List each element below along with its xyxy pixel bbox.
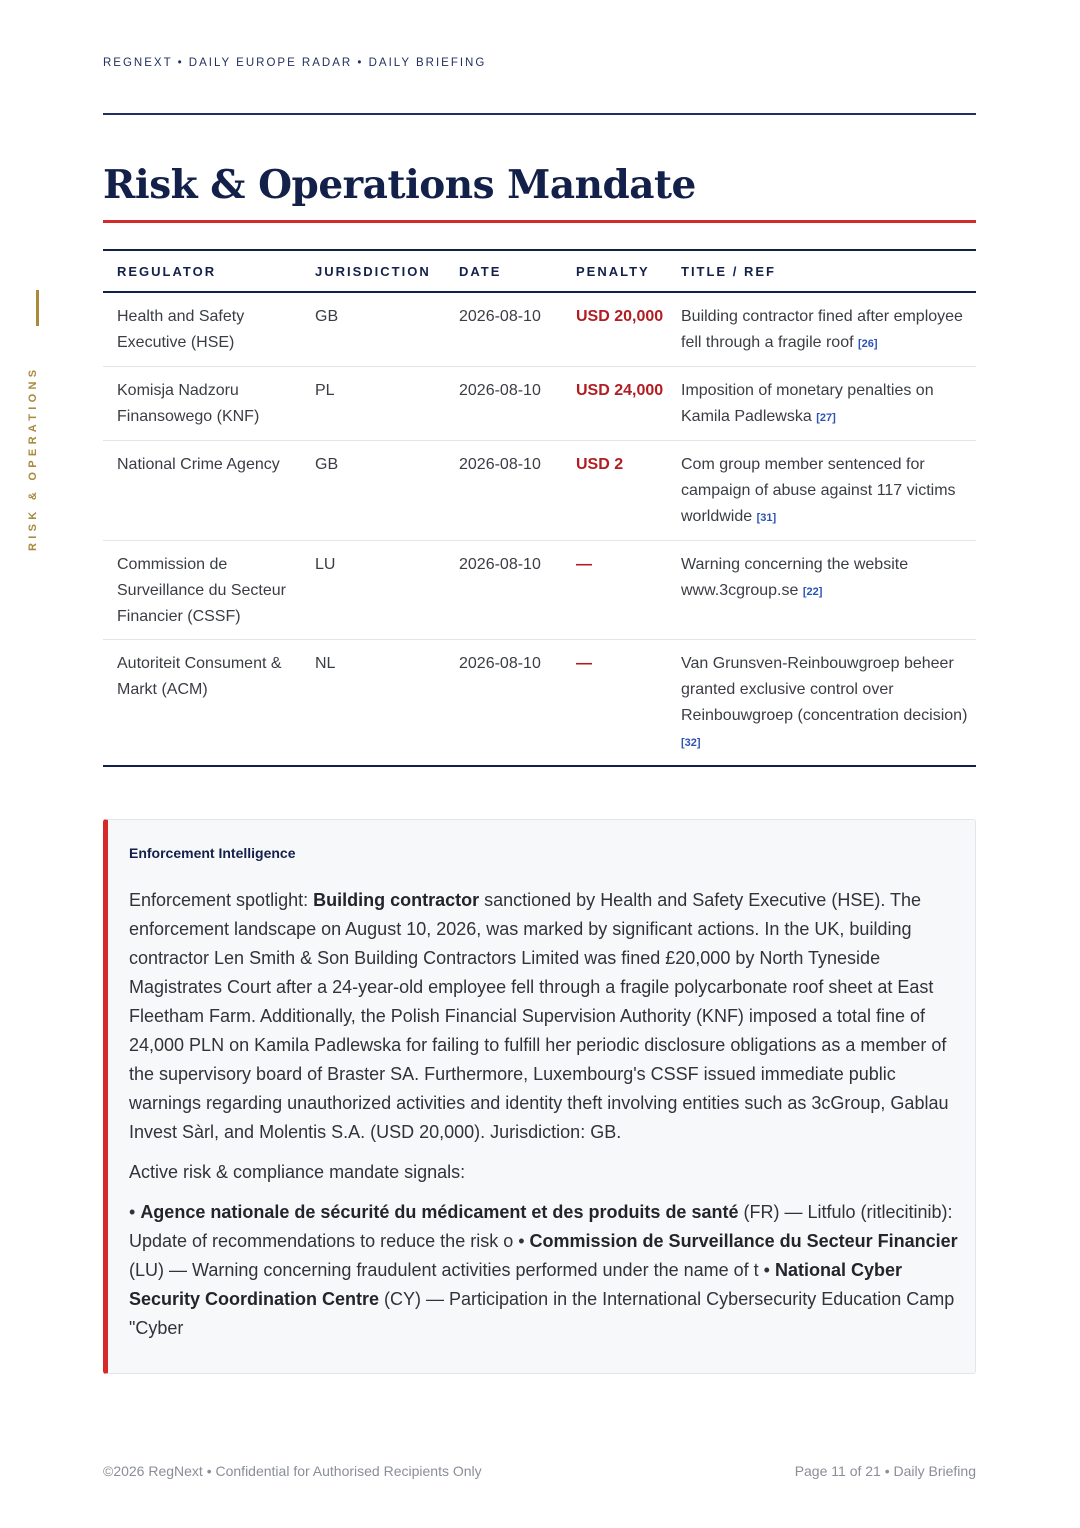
- cell-regulator: Commission de Surveillance du Secteur Financier (CSSF): [103, 541, 301, 640]
- enforcement-intelligence-panel: [103, 819, 976, 1374]
- cell-jurisdiction: LU: [301, 541, 445, 640]
- signal-text: (CY) — Participation in the International Cybersecurity Education Camp "Cyber: [129, 1289, 955, 1338]
- spotlight-paragraph: [129, 886, 959, 1147]
- column-header-regulator: REGULATOR: [103, 250, 301, 292]
- cell-jurisdiction: PL: [301, 367, 445, 441]
- cell-penalty: —: [562, 541, 667, 640]
- cell-jurisdiction: NL: [301, 640, 445, 767]
- cell-date: 2026-08-10: [445, 292, 562, 367]
- cell-penalty: USD 20,000: [562, 292, 667, 367]
- cell-regulator: Autoriteit Consument & Markt (ACM): [103, 640, 301, 767]
- side-section-label: RISK & OPERATIONS: [27, 365, 39, 551]
- column-header-date: DATE: [445, 250, 562, 292]
- table-row: [103, 441, 976, 541]
- signals-label: Active risk & compliance mandate signals:: [129, 1162, 466, 1182]
- enforcement-table: [103, 249, 976, 767]
- cell-regulator: Komisja Nadzoru Finansowego (KNF): [103, 367, 301, 441]
- reference-link[interactable]: [31]: [756, 512, 777, 524]
- spotlight-text: sanctioned by Health and Safety Executive (HSE). The enforcement landscape on August 10, 2026, was marked by significant actions. In the UK, building contractor Len Smith & Son Building Contractors Limited was fined £20,000 by North Tyneside Magistrates Court after a 24-year-old employee fell through a fragile polycarbonate roof sheet at East Fleetham Farm. Additionally, the Polish Financial Supervision Authority (KNF) imposed a total fine of 24,000 PLN on Kamila Padlewska for failing to fulfill her periodic disclosure obligations as a member of the supervisory board of Braster SA. Furthermore, Luxembourg's CSSF issued immediate public warnings regarding unauthorized activities and identity theft involving entities such as 3cGroup, Gablau Invest Sàrl, and Molentis S.A. (USD 20,000). Jurisdiction: GB.: [129, 890, 949, 1142]
- signal-text: (FR) — Litfulo (ritlecitinib): Update of recommendations to reduce the risk o: [129, 1202, 953, 1251]
- spotlight-subject: Building contractor: [313, 890, 480, 910]
- cell-date: 2026-08-10: [445, 640, 562, 767]
- reference-link[interactable]: [22]: [802, 586, 823, 598]
- cell-date: 2026-08-10: [445, 441, 562, 541]
- page-title: Risk & Operations Mandate: [103, 162, 696, 208]
- cell-jurisdiction: GB: [301, 292, 445, 367]
- cell-title: [667, 292, 976, 367]
- signal-regulator: National Cyber Security Coordination Centre: [129, 1260, 902, 1309]
- footer-copyright: ©2026 RegNext • Confidential for Authorised Recipients Only: [103, 1463, 482, 1479]
- title-text: Warning concerning the website www.3cgroup.se: [681, 556, 909, 599]
- table-row: [103, 292, 976, 367]
- signal-regulator: Commission de Surveillance du Secteur Financier: [529, 1231, 958, 1251]
- title-text: Van Grunsven-Reinbouwgroep beheer granted exclusive control over Reinbouwgroep (concentration decision): [681, 655, 968, 724]
- cell-date: 2026-08-10: [445, 541, 562, 640]
- header-rule: [103, 113, 976, 115]
- footer-page-number: Page 11 of 21 • Daily Briefing: [794, 1463, 976, 1479]
- reference-link[interactable]: [32]: [681, 737, 701, 749]
- cell-title: [667, 541, 976, 640]
- running-head: REGNEXT • DAILY EUROPE RADAR • DAILY BRIEFING: [103, 57, 487, 69]
- reference-link[interactable]: [26]: [858, 338, 878, 350]
- cell-penalty: USD 24,000: [562, 367, 667, 441]
- cell-penalty: —: [562, 640, 667, 767]
- signal-regulator: Agence nationale de sécurité du médicament et des produits de santé: [140, 1202, 739, 1222]
- table-row: [103, 640, 976, 767]
- signal-text: (LU) — Warning concerning fraudulent activities performed under the name of t: [129, 1260, 759, 1280]
- title-text: Com group member sentenced for campaign of abuse against 117 victims worldwide: [681, 456, 956, 525]
- cell-regulator: National Crime Agency: [103, 441, 301, 541]
- panel-title: Enforcement Intelligence: [129, 845, 296, 861]
- cell-title: [667, 640, 976, 767]
- title-text: Building contractor fined after employee fell through a fragile roof: [681, 308, 963, 351]
- panel-body: [129, 886, 959, 1354]
- table-header-row: [103, 250, 976, 292]
- title-text: Imposition of monetary penalties on Kamila Padlewska: [681, 382, 934, 425]
- spotlight-prefix: Enforcement spotlight:: [129, 890, 314, 910]
- column-header-penalty: PENALTY: [562, 250, 667, 292]
- table-row: [103, 367, 976, 441]
- title-rule: [103, 220, 976, 223]
- cell-title: [667, 441, 976, 541]
- cell-jurisdiction: GB: [301, 441, 445, 541]
- cell-date: 2026-08-10: [445, 367, 562, 441]
- side-accent-bar: [36, 290, 39, 326]
- column-header-jurisdiction: JURISDICTION: [301, 250, 445, 292]
- cell-regulator: Health and Safety Executive (HSE): [103, 292, 301, 367]
- signals-list: • Agence nationale de sécurité du médicament et des produits de santé (FR) — Litfulo (ritlecitinib): Update of recommendations to reduce the risk o • Commission de Surveillance du Secteur Financier (LU) — Warning concerning fraudulent activities performed under the name of t • National Cyber Security Coordination Centre (CY) — Participation in the International Cybersecurity Education Camp "Cyber: [129, 1202, 958, 1338]
- column-header-title-ref: TITLE / REF: [667, 250, 976, 292]
- table-row: [103, 541, 976, 640]
- cell-penalty: USD 2: [562, 441, 667, 541]
- cell-title: [667, 367, 976, 441]
- reference-link[interactable]: [27]: [816, 412, 836, 424]
